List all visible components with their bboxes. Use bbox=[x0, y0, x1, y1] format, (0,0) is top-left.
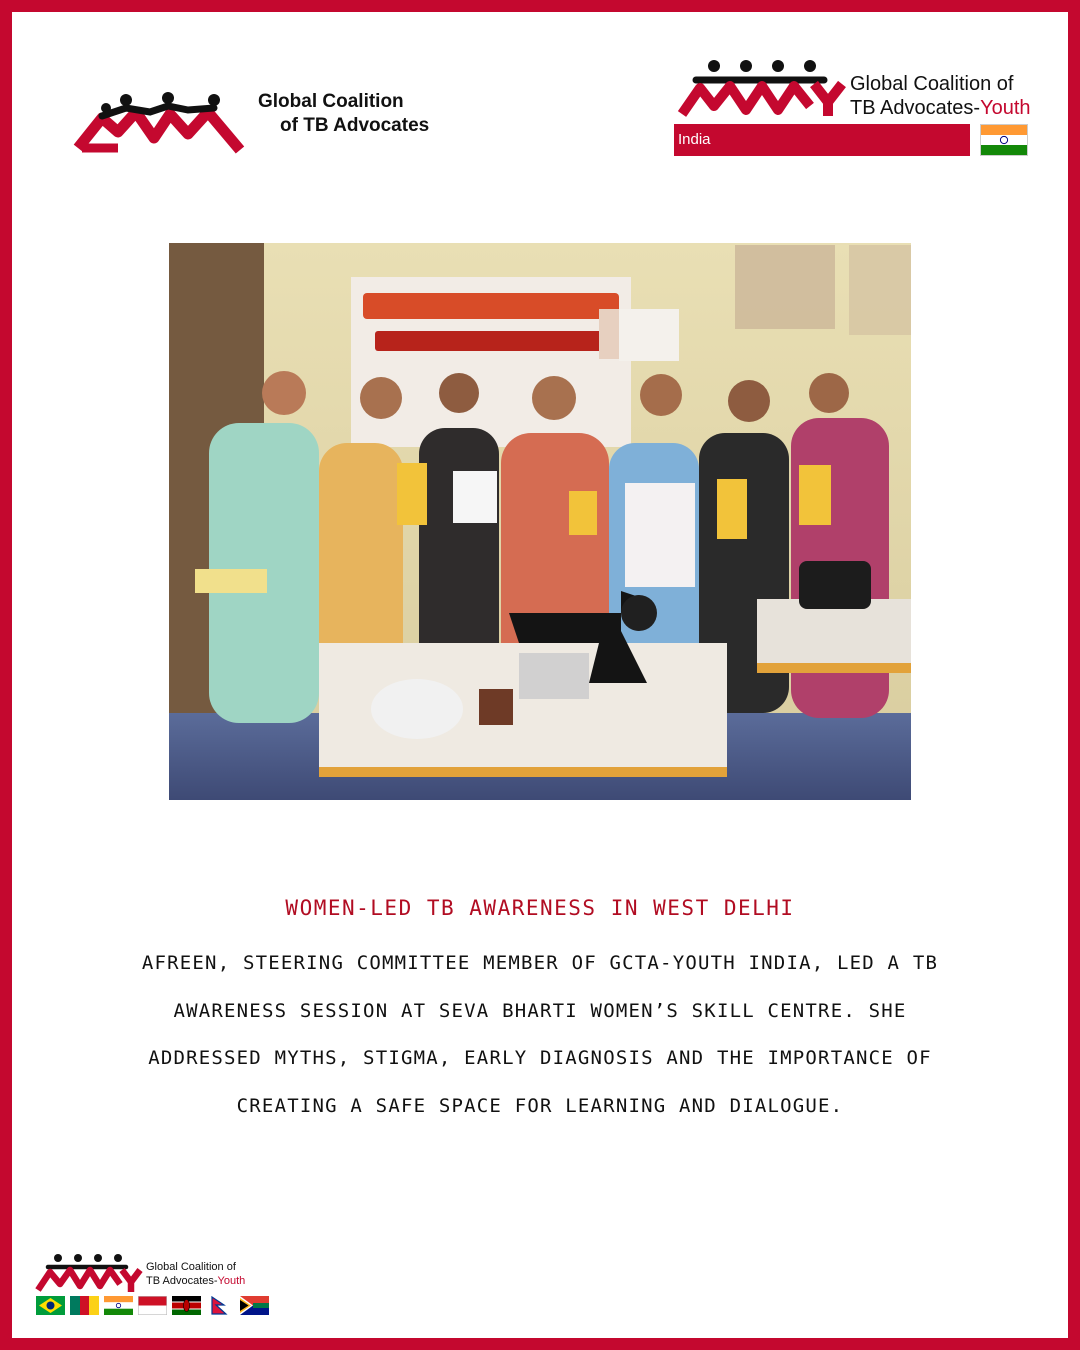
footer-logo bbox=[34, 1252, 274, 1332]
logo-line2 bbox=[850, 96, 1031, 120]
india-flag-icon bbox=[980, 124, 1028, 156]
logo-line2-main: TB Advocates- bbox=[850, 97, 981, 119]
kenya-flag-icon bbox=[172, 1296, 201, 1315]
gctay-logo-icon bbox=[674, 58, 850, 122]
nepal-flag-icon bbox=[206, 1296, 235, 1315]
gctay-india-logo bbox=[674, 58, 1034, 174]
logo-line2: of TB Advocates bbox=[280, 115, 430, 136]
article-body: AFREEN, STEERING COMMITTEE MEMBER OF GCTA-YOUTH INDIA, LED A TB AWARENESS SESSION AT SEVA BHARTI WOMEN’S SKILL CENTRE. SHE ADDRESSED MYTHS, STIGMA, EARLY DIAGNOSIS AND THE IMPORTANCE OF CREATING A SAFE SPACE FOR LEARNING AND DIALOGUE. bbox=[141, 952, 939, 1117]
brazil-flag-icon bbox=[36, 1296, 65, 1315]
gcta-logo-icon bbox=[58, 78, 258, 168]
event-photo bbox=[169, 243, 911, 800]
article-title: WOMEN-LED TB AWARENESS IN WEST DELHI bbox=[285, 896, 795, 920]
logo-line1: Global Coalition of bbox=[850, 73, 1014, 95]
footer-logo-text bbox=[146, 1260, 245, 1288]
gctay-logo-text bbox=[850, 72, 1031, 120]
logo-line1: Global Coalition bbox=[258, 91, 404, 112]
india-flag-icon bbox=[104, 1296, 133, 1315]
footer-line1: Global Coalition of bbox=[146, 1261, 236, 1273]
gcta-logo bbox=[58, 78, 448, 168]
gctay-logo-icon bbox=[34, 1252, 144, 1296]
footer-line2-main: TB Advocates- bbox=[146, 1275, 218, 1287]
footer-line2-youth: Youth bbox=[217, 1275, 246, 1287]
cameroon-flag-icon bbox=[70, 1296, 99, 1315]
logo-line2-youth: Youth bbox=[980, 97, 1031, 119]
country-bar: India bbox=[674, 124, 970, 156]
indonesia-flag-icon bbox=[138, 1296, 167, 1315]
gcta-logo-text bbox=[258, 90, 429, 138]
group-photo-women-holding-tb-leaflets bbox=[169, 243, 911, 800]
footer-line2 bbox=[146, 1274, 245, 1288]
page-frame bbox=[12, 12, 1068, 1338]
country-flags bbox=[36, 1296, 269, 1315]
south-africa-flag-icon bbox=[240, 1296, 269, 1315]
